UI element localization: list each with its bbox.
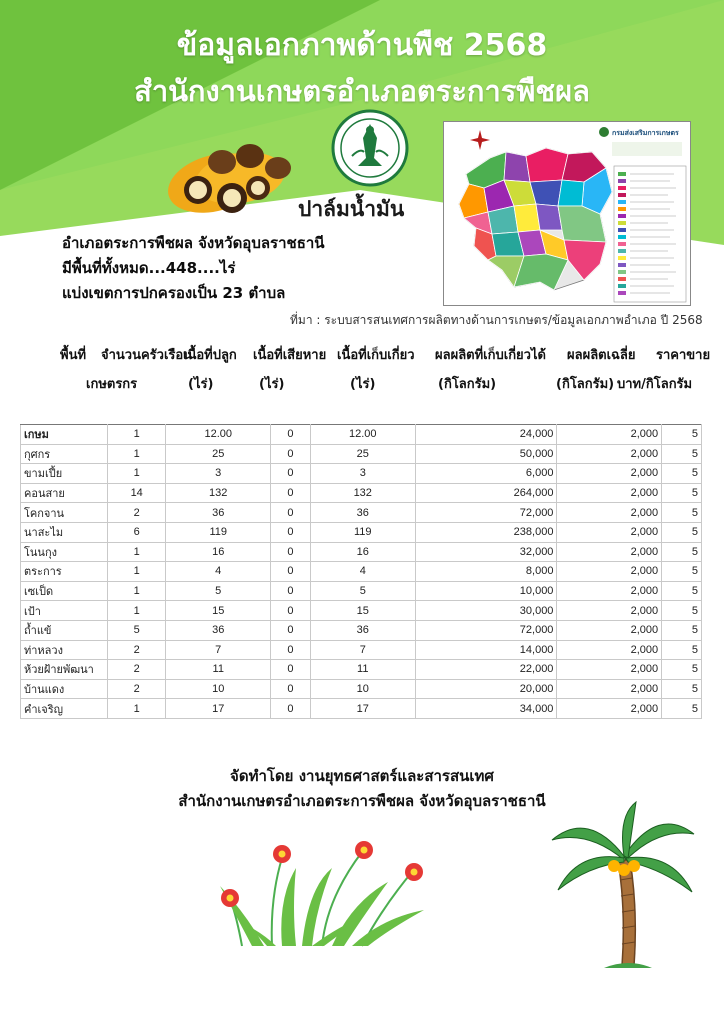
header-damaged-unit: (ไร่) [259, 377, 285, 392]
district-info-line1: อำเภอตระการพืชผล จังหวัดอุบลราชธานี [62, 234, 325, 252]
header-yield: ผลผลิตที่เก็บเกี่ยวได้ [435, 348, 546, 363]
cell-harvested: 25 [310, 444, 415, 464]
cell-price: 5 [662, 581, 702, 601]
cell-avg-yield: 2,000 [557, 640, 662, 660]
table-row [21, 464, 702, 484]
cell-households: 14 [108, 483, 166, 503]
cell-households: 1 [108, 601, 166, 621]
cell-harvested: 119 [310, 522, 415, 542]
page-title: ข้อมูลเอกภาพด้านพืช 2568 [176, 28, 548, 63]
cell-price: 5 [662, 562, 702, 582]
header-price-unit: บาท/กิโลกรัม [617, 377, 693, 392]
cell-area: เกษม [21, 425, 108, 445]
header-farmers-unit: เกษตรกร [86, 377, 138, 392]
cell-area: บ้านแดง [21, 679, 108, 699]
cell-planted: 3 [166, 464, 271, 484]
cell-avg-yield: 2,000 [557, 562, 662, 582]
cell-planted: 11 [166, 660, 271, 680]
header-planted: เนื้อที่ปลูก [183, 348, 237, 363]
cell-households: 1 [108, 464, 166, 484]
cell-harvested: 15 [310, 601, 415, 621]
table-row [21, 640, 702, 660]
cell-planted: 16 [166, 542, 271, 562]
cell-households: 6 [108, 522, 166, 542]
cell-harvested: 36 [310, 620, 415, 640]
cell-households: 2 [108, 503, 166, 523]
cell-households: 1 [108, 444, 166, 464]
cell-area: ตระการ [21, 562, 108, 582]
header-harvested: เนื้อที่เก็บเกี่ยว [337, 348, 415, 363]
table-row [21, 660, 702, 680]
cell-planted: 36 [166, 503, 271, 523]
cell-planted: 36 [166, 620, 271, 640]
cell-yield: 32,000 [415, 542, 557, 562]
cell-harvested: 17 [310, 699, 415, 719]
cell-damaged: 0 [271, 699, 311, 719]
cell-planted: 15 [166, 601, 271, 621]
palm-fruit-icon [160, 138, 300, 220]
table-row [21, 699, 702, 719]
cell-planted: 4 [166, 562, 271, 582]
cell-damaged: 0 [271, 503, 311, 523]
cell-harvested: 11 [310, 660, 415, 680]
page-subtitle: สำนักงานเกษตรอำเภอตระการพืชผล [134, 74, 590, 108]
cell-yield: 20,000 [415, 679, 557, 699]
cell-households: 1 [108, 542, 166, 562]
cell-harvested: 12.00 [310, 425, 415, 445]
header-avg-yield: ผลผลิตเฉลี่ย [567, 348, 636, 363]
table-row [21, 601, 702, 621]
cell-avg-yield: 2,000 [557, 542, 662, 562]
cell-price: 5 [662, 640, 702, 660]
cell-yield: 24,000 [415, 425, 557, 445]
cell-avg-yield: 2,000 [557, 679, 662, 699]
table-row [21, 522, 702, 542]
cell-harvested: 7 [310, 640, 415, 660]
credit-line2: สำนักงานเกษตรอำเภอตระการพืชผล จังหวัดอุบลราชธานี [178, 792, 546, 810]
table-row [21, 444, 702, 464]
cell-yield: 72,000 [415, 503, 557, 523]
cell-yield: 30,000 [415, 601, 557, 621]
data-source: ที่มา : ระบบสารสนเทศการผลิตทางด้านการเกษตร/ข้อมูลเอกภาพอำเภอ ปี 2568 [290, 313, 703, 327]
cell-households: 2 [108, 679, 166, 699]
cell-avg-yield: 2,000 [557, 464, 662, 484]
cell-harvested: 4 [310, 562, 415, 582]
table-row [21, 620, 702, 640]
credit-line1: จัดทำโดย งานยุทธศาสตร์และสารสนเทศ [230, 767, 494, 785]
cell-households: 2 [108, 660, 166, 680]
cell-avg-yield: 2,000 [557, 660, 662, 680]
cell-yield: 238,000 [415, 522, 557, 542]
cell-damaged: 0 [271, 601, 311, 621]
cell-damaged: 0 [271, 542, 311, 562]
district-map-graphic [444, 122, 690, 305]
cell-area: ท่าหลวง [21, 640, 108, 660]
cell-planted: 17 [166, 699, 271, 719]
cell-households: 1 [108, 699, 166, 719]
cell-price: 5 [662, 620, 702, 640]
cell-yield: 50,000 [415, 444, 557, 464]
cell-households: 1 [108, 581, 166, 601]
cell-price: 5 [662, 542, 702, 562]
cell-harvested: 10 [310, 679, 415, 699]
cell-price: 5 [662, 503, 702, 523]
cell-damaged: 0 [271, 425, 311, 445]
cell-planted: 132 [166, 483, 271, 503]
cell-avg-yield: 2,000 [557, 503, 662, 523]
table-row [21, 542, 702, 562]
cell-area: นาสะไม [21, 522, 108, 542]
cell-avg-yield: 2,000 [557, 581, 662, 601]
cell-damaged: 0 [271, 679, 311, 699]
cell-area: โนนกุง [21, 542, 108, 562]
header-area: พื้นที่ [60, 348, 87, 363]
table-row [21, 581, 702, 601]
cell-planted: 25 [166, 444, 271, 464]
cell-households: 5 [108, 620, 166, 640]
cell-harvested: 16 [310, 542, 415, 562]
table-row [21, 562, 702, 582]
cell-harvested: 132 [310, 483, 415, 503]
cell-avg-yield: 2,000 [557, 522, 662, 542]
cell-households: 1 [108, 425, 166, 445]
cell-damaged: 0 [271, 640, 311, 660]
cell-damaged: 0 [271, 522, 311, 542]
district-info-line3: แบ่งเขตการปกครองเป็น 23 ตำบล [62, 284, 286, 302]
cell-planted: 12.00 [166, 425, 271, 445]
district-map [443, 121, 691, 306]
header-damaged: เนื้อที่เสียหาย [253, 348, 327, 363]
cell-avg-yield: 2,000 [557, 699, 662, 719]
cell-households: 2 [108, 640, 166, 660]
cell-price: 5 [662, 522, 702, 542]
cell-price: 5 [662, 444, 702, 464]
cell-yield: 22,000 [415, 660, 557, 680]
header-households: จำนวนครัวเรือน [101, 348, 193, 363]
header-harvested-unit: (ไร่) [350, 377, 376, 392]
palm-tree-icon [548, 800, 698, 970]
table-row [21, 679, 702, 699]
cell-planted: 119 [166, 522, 271, 542]
cell-planted: 7 [166, 640, 271, 660]
cell-price: 5 [662, 425, 702, 445]
cell-harvested: 3 [310, 464, 415, 484]
cell-avg-yield: 2,000 [557, 425, 662, 445]
cell-area: คอนสาย [21, 483, 108, 503]
cell-yield: 34,000 [415, 699, 557, 719]
cell-avg-yield: 2,000 [557, 483, 662, 503]
cell-area: เซเป็ด [21, 581, 108, 601]
cell-avg-yield: 2,000 [557, 444, 662, 464]
header-avg-yield-unit: (กิโลกรัม) [556, 377, 615, 392]
cell-area: ห้วยฝ้ายพัฒนา [21, 660, 108, 680]
cell-price: 5 [662, 660, 702, 680]
cell-area: เป้า [21, 601, 108, 621]
cell-damaged: 0 [271, 483, 311, 503]
cell-harvested: 36 [310, 503, 415, 523]
cell-avg-yield: 2,000 [557, 620, 662, 640]
cell-damaged: 0 [271, 464, 311, 484]
cell-planted: 5 [166, 581, 271, 601]
header-yield-unit: (กิโลกรัม) [438, 377, 497, 392]
map-logo-text: กรมส่งเสริมการเกษตร [612, 129, 679, 137]
cell-area: คำเจริญ [21, 699, 108, 719]
header-planted-unit: (ไร่) [188, 377, 214, 392]
cell-yield: 8,000 [415, 562, 557, 582]
cell-area: โคกจาน [21, 503, 108, 523]
cell-area: ขามเปี้ย [21, 464, 108, 484]
table-row [21, 503, 702, 523]
cell-damaged: 0 [271, 620, 311, 640]
cell-yield: 6,000 [415, 464, 557, 484]
cell-yield: 14,000 [415, 640, 557, 660]
cell-harvested: 5 [310, 581, 415, 601]
department-seal-icon [330, 108, 410, 188]
cell-damaged: 0 [271, 581, 311, 601]
cell-area: กุศกร [21, 444, 108, 464]
cell-damaged: 0 [271, 444, 311, 464]
cell-price: 5 [662, 601, 702, 621]
cell-price: 5 [662, 464, 702, 484]
crop-name: ปาล์มน้ำมัน [298, 197, 405, 221]
cell-yield: 72,000 [415, 620, 557, 640]
cell-price: 5 [662, 483, 702, 503]
flowers-icon [212, 838, 432, 948]
cell-avg-yield: 2,000 [557, 601, 662, 621]
cell-damaged: 0 [271, 660, 311, 680]
table-row [21, 425, 702, 445]
cell-households: 1 [108, 562, 166, 582]
district-info-line2: มีพื้นที่ทั้งหมด...448....ไร่ [62, 259, 236, 277]
table-row [21, 483, 702, 503]
header-price: ราคาขาย [656, 348, 711, 363]
cell-planted: 10 [166, 679, 271, 699]
cell-yield: 264,000 [415, 483, 557, 503]
cell-area: ถ้ำแข้ [21, 620, 108, 640]
crop-data-table [20, 424, 702, 719]
cell-damaged: 0 [271, 562, 311, 582]
cell-yield: 10,000 [415, 581, 557, 601]
cell-price: 5 [662, 679, 702, 699]
cell-price: 5 [662, 699, 702, 719]
